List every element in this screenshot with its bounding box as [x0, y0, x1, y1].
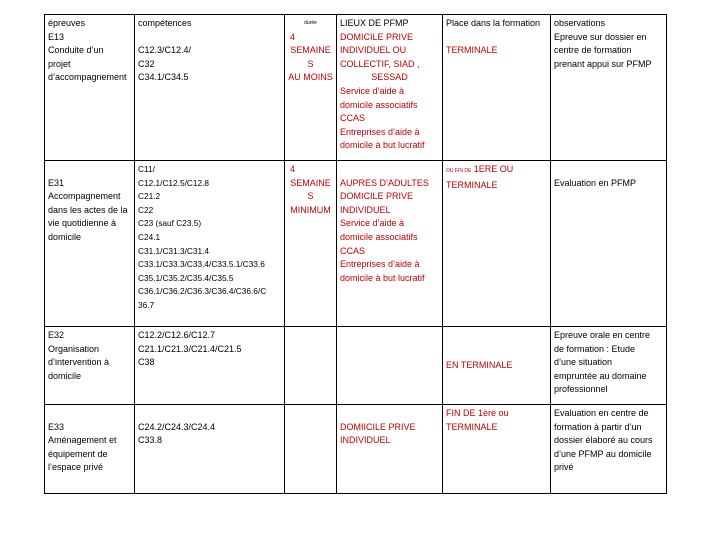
place-prefix: OU FIN DE — [446, 168, 472, 174]
epreuve-text: d’accompagnement — [48, 72, 127, 83]
epreuve-text: équipement de — [48, 448, 108, 459]
competence-text: C32 — [138, 58, 155, 69]
header-lieux: LIEUX DE PFMP — [340, 18, 409, 28]
table-row-e31 — [45, 161, 667, 327]
epreuve-text: l’espace privé — [48, 462, 104, 473]
epreuve-code: E33 — [48, 421, 65, 432]
lieu-text: Service d’aide à — [340, 85, 405, 96]
cell-observations — [551, 161, 667, 327]
epreuve-text: d’intervention à — [48, 357, 110, 368]
lieu-text: DOMICILE PRIVE — [340, 31, 414, 42]
competence-text: C12.1/C12.5/C12.8 — [138, 177, 210, 188]
duree-text: AU MOINS — [288, 72, 333, 83]
competence-text: 36.7 — [138, 299, 155, 310]
observation-text: privé — [554, 462, 574, 473]
observation-text: Epreuve orale en centre — [554, 330, 651, 340]
lieu-text: domicile associatifs — [340, 99, 418, 110]
epreuve-text: projet — [48, 58, 71, 69]
competence-text: C24.2/C24.3/C24.4 — [138, 421, 216, 432]
epreuve-text: Conduite d’un — [48, 45, 104, 56]
place-text: EN TERMINALE — [446, 359, 513, 370]
competence-text: C35.1/C35.2/C35.4/C35.5 — [138, 272, 234, 283]
place-text: TERMINALE — [446, 421, 498, 432]
formation-table — [44, 14, 667, 494]
header-place: Place dans la formation — [446, 18, 541, 28]
cell-competences — [135, 405, 285, 494]
lieu-text: COLLECTIF, SIAD , — [340, 58, 420, 69]
cell-duree — [285, 161, 337, 327]
lieu-text: Entreprises d’aide à — [340, 259, 420, 270]
duree-text: SEMAINES — [290, 177, 331, 202]
lieu-text: INDIVIDUEL — [340, 204, 391, 215]
competence-text: C31.1/C31.3/C31.4 — [138, 245, 210, 256]
cell-competences — [135, 327, 285, 405]
table-row-e13 — [45, 15, 667, 161]
lieu-text: AUPRES D’ADULTES — [340, 177, 429, 188]
observation-text: dossier élaboré au cours — [554, 435, 653, 446]
competence-text: C33.8 — [138, 435, 163, 446]
cell-lieux — [337, 405, 443, 494]
table-row-e33 — [45, 405, 667, 494]
duree-text: 4 — [290, 31, 296, 42]
observation-text: empruntée au domaine — [554, 370, 647, 381]
competence-text: C24.1 — [138, 231, 161, 242]
epreuve-text: Accompagnement — [48, 191, 121, 202]
cell-competences — [135, 161, 285, 327]
competence-text: C34.1/C34.5 — [138, 72, 189, 83]
observation-text: d’une situation — [554, 357, 613, 368]
cell-epreuve — [45, 161, 135, 327]
place-text: TERMINALE — [446, 45, 498, 56]
lieu-text: domicile à but lucratif — [340, 140, 425, 151]
observation-text: prenant appui sur PFMP — [554, 58, 652, 69]
lieu-text: INDIVIDUEL OU — [340, 45, 407, 56]
lieu-text: CCAS — [340, 113, 366, 124]
place-text: 1ERE OU — [473, 164, 514, 174]
epreuve-code: E32 — [48, 330, 65, 340]
cell-place — [443, 405, 551, 494]
header-competences: compétences — [138, 18, 192, 28]
observation-text: centre de formation — [554, 45, 632, 56]
competence-text: C12.2/C12.6/C12.7 — [138, 330, 216, 340]
cell-lieux — [337, 15, 443, 161]
competence-text: C23 (sauf C23.5) — [138, 218, 202, 229]
header-observations: observations — [554, 18, 606, 28]
duree-text: MINIMUM — [290, 204, 331, 215]
cell-place — [443, 161, 551, 327]
observation-text: Evaluation en PFMP — [554, 177, 637, 188]
cell-observations — [551, 405, 667, 494]
competence-text: C21.1/C21.3/C21.4/C21.5 — [138, 343, 242, 354]
cell-duree — [285, 405, 337, 494]
lieu-text: Service d’aide à — [340, 218, 405, 229]
cell-lieux — [337, 161, 443, 327]
epreuve-text: domicile — [48, 370, 82, 381]
competence-text: C36.1/C36.2/C36.3/C36.4/C36.6/C — [138, 286, 267, 297]
observation-text: formation à partir d’un — [554, 421, 642, 432]
duree-text: SEMAINES — [290, 45, 331, 69]
competence-text: C33.1/C33.3/C33.4/C33.5.1/C33.6 — [138, 259, 265, 270]
lieu-text: CCAS — [340, 245, 366, 256]
table-row-e32 — [45, 327, 667, 405]
cell-lieux — [337, 327, 443, 405]
observation-text: d’une PFMP au domicile — [554, 448, 652, 459]
epreuve-code: E31 — [48, 177, 65, 188]
cell-epreuve — [45, 15, 135, 161]
lieu-text: SESSAD — [371, 72, 408, 83]
lieu-text: domicile associatifs — [340, 231, 418, 242]
competence-text: C21.2 — [138, 191, 161, 202]
observation-text: Evaluation en centre de — [554, 408, 649, 418]
cell-duree — [285, 327, 337, 405]
lieu-text: Entreprises d’aide à — [340, 126, 420, 137]
header-epreuves: épreuves — [48, 18, 86, 28]
place-text: FIN DE 1ère ou — [446, 408, 509, 418]
competence-text: C12.3/C12.4/ — [138, 45, 192, 56]
cell-competences — [135, 15, 285, 161]
cell-place — [443, 15, 551, 161]
epreuve-text: Organisation — [48, 343, 100, 354]
cell-epreuve — [45, 405, 135, 494]
duree-text: 4 — [290, 164, 296, 174]
competence-text: C11/ — [138, 164, 155, 174]
lieu-text: DOMIICILE PRIVE — [340, 421, 416, 432]
header-duree: durée — [304, 20, 317, 26]
cell-place — [443, 327, 551, 405]
competence-text: C22 — [138, 204, 154, 215]
epreuve-text: domicile — [48, 231, 82, 242]
cell-observations — [551, 327, 667, 405]
competence-text: C38 — [138, 357, 155, 368]
place-text: TERMINALE — [446, 179, 498, 190]
lieu-text: INDIVIDUEL — [340, 435, 391, 446]
lieu-text: domicile à but lucratif — [340, 272, 425, 283]
epreuve-code: E13 — [48, 31, 65, 42]
cell-epreuve — [45, 327, 135, 405]
observation-text: professionnel — [554, 384, 608, 395]
lieu-text: DOMICILE PRIVE — [340, 191, 414, 202]
observation-text: Epreuve sur dossier en — [554, 31, 647, 42]
cell-duree — [285, 15, 337, 161]
epreuve-text: vie quotidienne à — [48, 218, 117, 229]
epreuve-text: dans les actes de la — [48, 204, 128, 215]
epreuve-text: Aménagement et — [48, 435, 117, 446]
cell-observations — [551, 15, 667, 161]
observation-text: de formation : Etude — [554, 343, 636, 354]
